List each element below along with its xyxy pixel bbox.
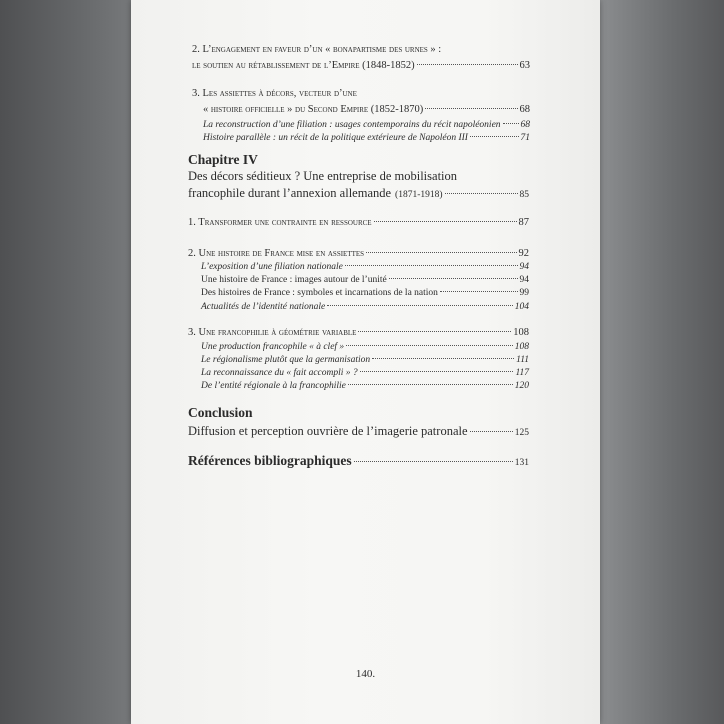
leader-dots (360, 371, 514, 372)
toc-subentry (201, 288, 529, 298)
toc-entry (188, 453, 529, 469)
leader-dots (345, 265, 518, 266)
toc-subentry-title: Une production francophile « à clef » (201, 342, 345, 352)
toc-entry-title: 3. Une francophilie à géométrie variable (188, 327, 357, 338)
leader-dots (327, 305, 512, 306)
toc-entry (188, 186, 529, 201)
leader-dots (348, 384, 513, 385)
toc-subentry (201, 381, 529, 391)
leader-dots (445, 193, 518, 194)
toc-page-number: 99 (519, 288, 529, 298)
toc-entry (203, 104, 530, 115)
toc-subentry-title: L’exposition d’une filiation nationale (201, 262, 343, 272)
toc-subentry (201, 355, 529, 365)
chapter-title: francophile durant l’annexion allemande (188, 186, 392, 200)
chapter-dates: (1871-1918) (395, 190, 443, 200)
background-left (0, 0, 132, 724)
toc-entry (188, 248, 529, 259)
leader-dots (470, 431, 513, 432)
toc-page-number: 94 (519, 275, 529, 285)
toc-page-number: 68 (520, 120, 530, 130)
toc-page-number: 71 (520, 133, 530, 143)
page-folio: 140. (355, 668, 376, 680)
chapter-title: Des décors séditieux ? Une entreprise de mobilisation (188, 169, 458, 183)
toc-page-number: 87 (518, 217, 529, 228)
toc-page-number: 104 (514, 302, 529, 312)
toc-entry (192, 60, 530, 71)
toc-subentry-title: La reconstruction d’une filiation : usages contemporains du récit napoléonien (203, 120, 501, 130)
toc-entry (188, 217, 529, 228)
toc-entry-title: 3. Les assiettes à décors, vecteur d’une (192, 88, 357, 99)
toc-entry-title: « histoire officielle » du Second Empire (1852-1870) (203, 104, 424, 115)
leader-dots (470, 136, 519, 137)
toc-subentry (203, 133, 530, 143)
leader-dots (354, 461, 513, 462)
toc-page-number: 117 (515, 368, 529, 378)
toc-subentry (201, 368, 529, 378)
toc-subentry-title: La reconnaissance du « fait accompli » ? (201, 368, 358, 378)
leader-dots (417, 64, 518, 65)
toc-entry-title: 1. Transformer une contrainte en ressource (188, 217, 372, 228)
toc-subentry-title: Actualités de l’identité nationale (201, 302, 326, 312)
toc-entry-title: le soutien au rétablissement de l’Empire (1848-1852) (192, 60, 415, 71)
toc-page-number: 125 (514, 428, 529, 438)
leader-dots (346, 345, 513, 346)
toc-page-number: 63 (519, 60, 530, 71)
toc-page-number: 85 (519, 190, 529, 200)
toc-subentry (201, 275, 529, 285)
toc-subentry-title: Une histoire de France : images autour de l’unité (201, 275, 387, 285)
toc-subentry-title: Des histoires de France : symboles et incarnations de la nation (201, 288, 438, 298)
toc-subentry (203, 120, 530, 130)
toc-subentry-title: De l’entité régionale à la francophilie (201, 381, 346, 391)
toc-entry (188, 424, 529, 439)
leader-dots (440, 291, 518, 292)
leader-dots (503, 123, 519, 124)
toc-page-number: 111 (516, 355, 529, 365)
book-page (131, 0, 600, 724)
toc-page-number: 94 (519, 262, 529, 272)
leader-dots (389, 278, 518, 279)
toc-page-number: 120 (514, 381, 529, 391)
background-right (598, 0, 724, 724)
toc-entry-title: 2. L’engagement en faveur d’un « bonapartisme des urnes » : (192, 44, 442, 55)
leader-dots (374, 221, 517, 222)
toc-subentry (201, 302, 529, 312)
leader-dots (358, 331, 511, 332)
leader-dots (372, 358, 514, 359)
toc-entry-title: 2. Une histoire de France mise en assiettes (188, 248, 365, 259)
toc-subentry (201, 342, 529, 352)
toc-page-number: 68 (519, 104, 530, 115)
toc-page-number: 92 (518, 248, 529, 259)
conclusion-heading: Conclusion (188, 405, 253, 420)
toc-page-number: 108 (513, 327, 529, 338)
toc-subentry-title: Histoire parallèle : un récit de la politique extérieure de Napoléon III (203, 133, 468, 143)
toc-subentry-title: Le régionalisme plutôt que la germanisation (201, 355, 371, 365)
toc-page-number: 108 (514, 342, 529, 352)
leader-dots (425, 108, 517, 109)
leader-dots (366, 252, 516, 253)
toc-page-number: 131 (514, 458, 529, 468)
toc-subentry (201, 262, 529, 272)
references-title: Références bibliographiques (188, 453, 352, 468)
chapter-heading: Chapitre IV (188, 152, 258, 167)
toc-entry (188, 327, 529, 338)
conclusion-title: Diffusion et perception ouvrière de l’imagerie patronale (188, 424, 468, 438)
